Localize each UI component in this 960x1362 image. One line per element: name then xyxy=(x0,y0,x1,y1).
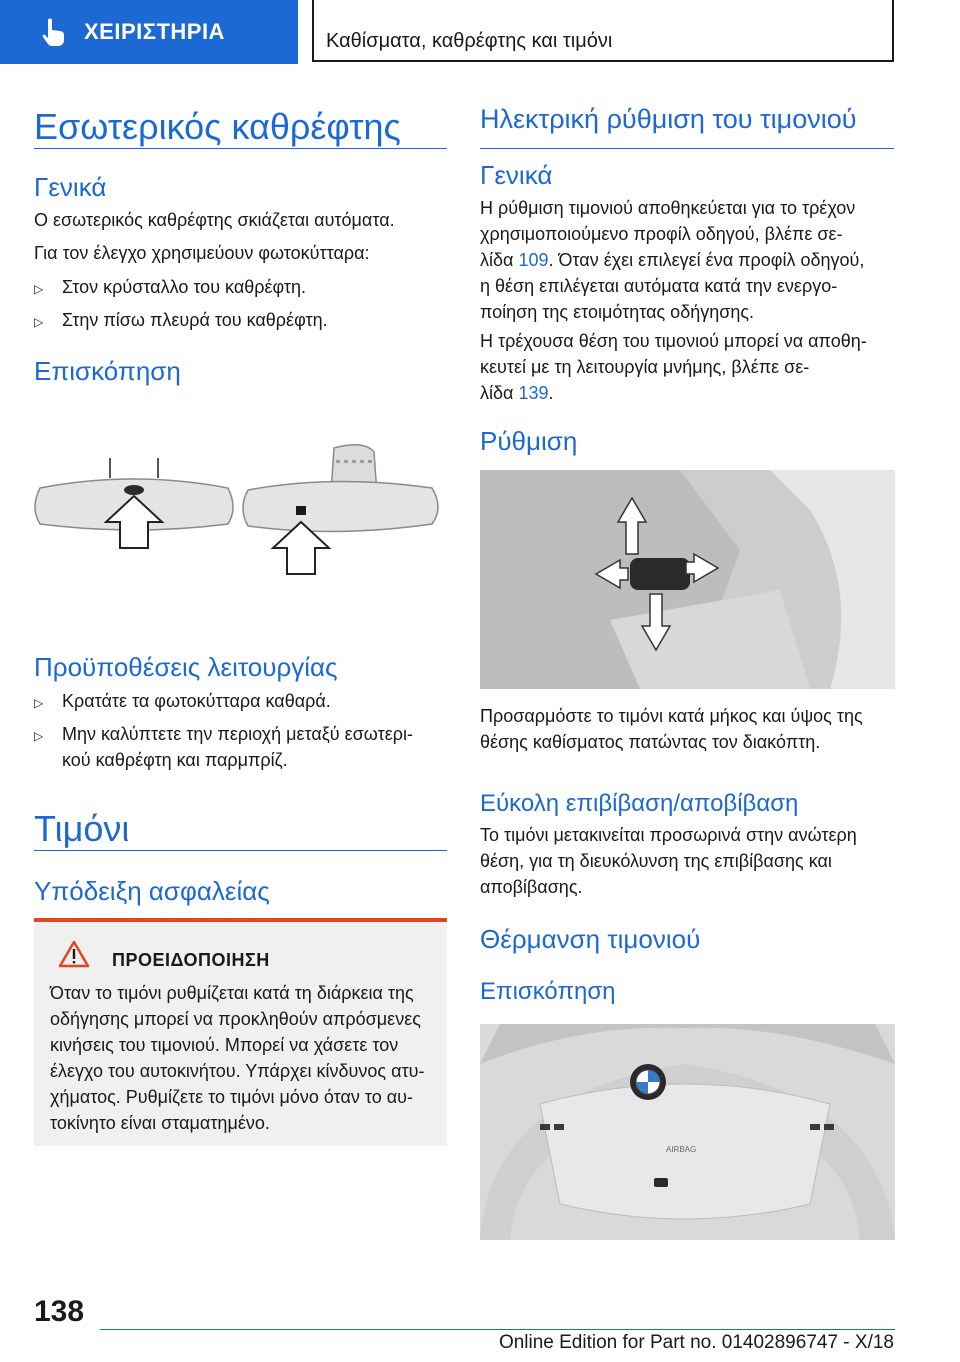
adjust-heading: Ρύθμιση xyxy=(480,426,578,456)
section-tab[interactable] xyxy=(0,0,298,64)
page-link-139[interactable]: 139 xyxy=(518,383,549,403)
prereq-heading: Προϋποθέσεις λειτουργίας xyxy=(34,652,338,682)
footer-rule xyxy=(100,1329,895,1330)
bullet-triangle-icon: ▷ xyxy=(34,315,44,329)
easy-paragraph: Το τιμόνι μετακινείται προσωρινά στην ανώτερη θέση, για τη διευκόλυνση της επιβίβασης και αποβίβασης. xyxy=(480,825,857,897)
general-heading: Γενικά xyxy=(34,172,107,202)
safety-heading: Υπόδειξη ασφαλείας xyxy=(34,876,270,906)
steering-wheel-photo xyxy=(480,1024,895,1240)
page-link-109[interactable]: 109 xyxy=(518,250,549,270)
page-number: 138 xyxy=(34,1295,85,1328)
general-text-2: Για τον έλεγχο χρησιμεύουν φωτοκύτταρα: xyxy=(34,243,370,263)
general-paragraph: Η ρύθμιση τιμονιού αποθηκεύεται για το τρέχον χρησιμοποιούμενο προφίλ οδηγού, βλέπε σε- λίδα 109. Όταν έχει επιλεγεί ένα προφίλ οδηγού, η θέση επιλέγεται αυτόματα κατά την ενεργο- ποίηση της ετοιμότητας οδήγησης. xyxy=(480,198,865,322)
title-rule xyxy=(34,148,447,149)
list-item: ▷ Στον κρύσταλλο του καθρέφτη. xyxy=(34,274,447,302)
adjust-paragraph: Προσαρμόστε το τιμόνι κατά μήκος και ύψος της θέσης καθίσματος πατώντας τον διακόπτη. xyxy=(480,706,863,752)
overview-heading-right: Επισκόπηση xyxy=(480,978,616,1005)
airbag-label: AIRBAG xyxy=(666,1145,697,1154)
breadcrumb xyxy=(312,0,894,62)
overview-heading: Επισκόπηση xyxy=(34,356,181,386)
heating-heading: Θέρμανση τιμονιού xyxy=(480,924,701,954)
bullet-triangle-icon: ▷ xyxy=(34,696,44,710)
wheel-title: Τιμόνι xyxy=(34,808,130,849)
memory-paragraph: Η τρέχουσα θέση του τιμονιού μπορεί να αποθη- κευτεί με τη λειτουργία μνήμης, βλέπε σε- λίδα 139. xyxy=(480,331,867,403)
warning-body: Όταν το τιμόνι ρυθμίζεται κατά τη διάρκεια της οδήγησης μπορεί να προκληθούν απρόσμενες κινήσεις του τιμονιού. Μπορεί να χάσετε τον έλεγχο του αυτοκινήτου. Υπάρχει κίνδυνος ατυ- χήματος. Ρυθμίζετε το τιμόνι μόνο όταν το αυ- τοκίνητο είναι σταματημένο. xyxy=(50,983,425,1133)
adjust-switch-photo xyxy=(480,470,895,689)
breadcrumb-text: Καθίσματα, καθρέφτης και τιμόνι xyxy=(326,30,613,52)
list-item: ▷ Μην καλύπτετε την περιοχή μεταξύ εσωτερι- xyxy=(34,721,447,749)
warning-title: ΠΡΟΕΙΔΟΠΟΙΗΣΗ xyxy=(112,950,270,970)
list-item: ▷ Κρατάτε τα φωτοκύτταρα καθαρά. xyxy=(34,688,447,716)
general-heading: Γενικά xyxy=(480,160,553,190)
title-rule xyxy=(34,850,447,851)
easy-heading: Εύκολη επιβίβαση/αποβίβαση xyxy=(480,790,799,817)
title-rule xyxy=(480,148,894,149)
pointing-hand-icon xyxy=(38,16,70,48)
footer-edition: Online Edition for Part no. 01402896747 - X/18 xyxy=(498,1332,894,1353)
warning-triangle-icon xyxy=(58,940,90,968)
bullet-triangle-icon: ▷ xyxy=(34,729,44,743)
list-item: ▷ Στην πίσω πλευρά του καθρέφτη. xyxy=(34,307,447,335)
list-item-continuation: κού καθρέφτη και παρμπρίζ. xyxy=(62,750,288,770)
bullet-triangle-icon: ▷ xyxy=(34,282,44,296)
electric-title: Ηλεκτρική ρύθμιση του τιμονιού xyxy=(480,104,857,134)
warning-box xyxy=(34,918,447,1146)
general-text-1: Ο εσωτερικός καθρέφτης σκιάζεται αυτόματα. xyxy=(34,210,395,230)
mirror-illustration xyxy=(34,418,446,610)
section-tab-label: ΧΕΙΡΙΣΤΗΡΙΑ xyxy=(84,19,225,44)
mirror-title: Εσωτερικός καθρέφτης xyxy=(34,106,401,147)
